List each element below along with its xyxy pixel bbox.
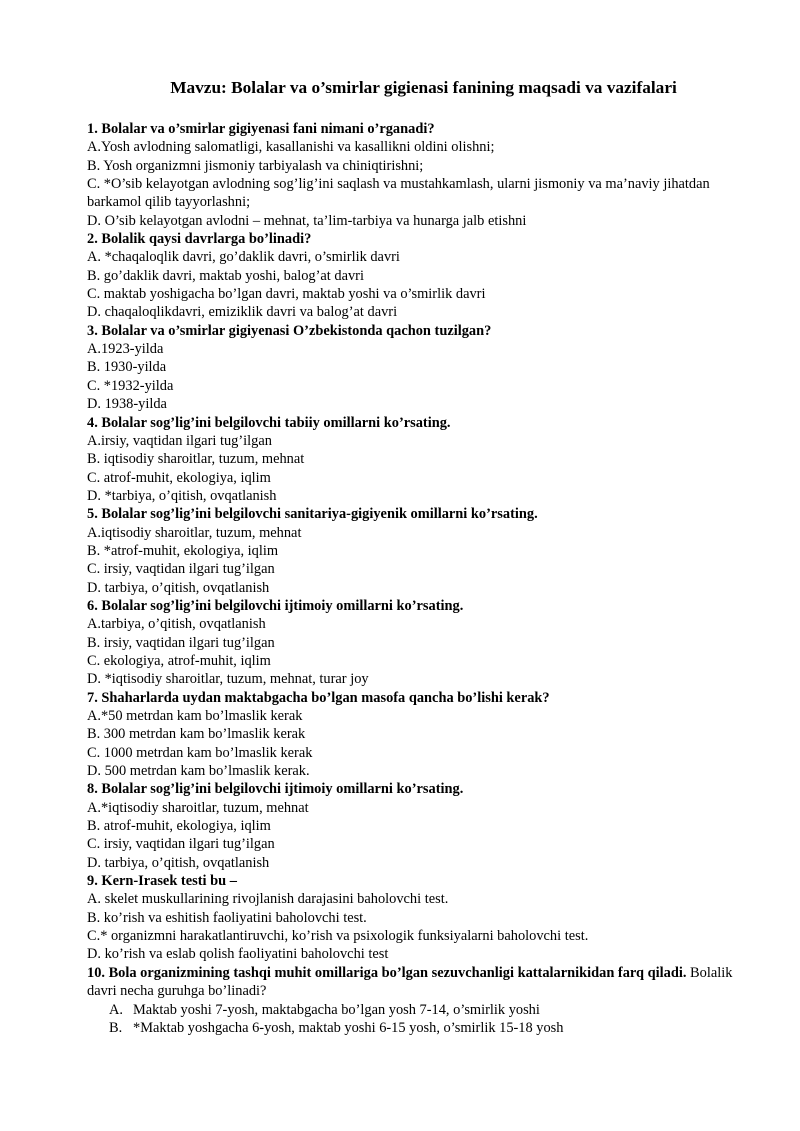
answer-option: C. atrof-muhit, ekologiya, iqlim xyxy=(87,469,271,486)
answer-option: D. tarbiya, o’qitish, ovqatlanish xyxy=(87,579,270,596)
answer-option: B. *atrof-muhit, ekologiya, iqlim xyxy=(87,542,279,559)
answer-option: D. tarbiya, o’qitish, ovqatlanish xyxy=(87,854,270,871)
question-1 xyxy=(87,120,740,230)
question-10-options xyxy=(87,1001,740,1038)
answer-option: B. iqtisodiy sharoitlar, tuzum, mehnat xyxy=(87,451,305,468)
question-4 xyxy=(87,414,740,506)
answer-option: B. atrof-muhit, ekologiya, iqlim xyxy=(87,818,271,835)
answer-option: B. Yosh organizmni jismoniy tarbiyalash va chiniqtirishni; xyxy=(87,157,424,174)
question-text: 7. Shaharlarda uydan maktabgacha bo’lgan masofa qancha bo’lishi kerak? xyxy=(87,689,550,706)
question-5 xyxy=(87,505,740,597)
answer-option: C. 1000 metrdan kam bo’lmaslik kerak xyxy=(87,744,313,761)
question-3 xyxy=(87,322,740,414)
question-text: 6. Bolalar sog’lig’ini belgilovchi ijtimoiy omillarni ko’rsating. xyxy=(87,597,464,614)
question-2 xyxy=(87,230,740,322)
question-10-option: B. *Maktab yoshgacha 6-yosh, maktab yoshi 6-15 yosh, o’smirlik 15-18 yosh xyxy=(109,1019,564,1036)
answer-option: A.Yosh avlodning salomatligi, kasallanishi va kasallikni oldini olishni; xyxy=(87,139,495,156)
question-text: 5. Bolalar sog’lig’ini belgilovchi sanitariya-gigiyenik omillarni ko’rsating. xyxy=(87,506,538,523)
question-text: 2. Bolalik qaysi davrlarga bo’linadi? xyxy=(87,231,312,248)
question-text: 9. Kern-Irasek testi bu – xyxy=(87,873,237,890)
document-title: Mavzu: Bolalar va o’smirlar gigienasi fanining maqsadi va vazifalari xyxy=(170,78,677,97)
answer-option: C.* organizmni harakatlantiruvchi, ko’rish va psixologik funksiyalarni baholovchi test. xyxy=(87,928,589,945)
answer-option: B. 300 metrdan kam bo’lmaslik kerak xyxy=(87,726,306,743)
answer-option: B. go’daklik davri, maktab yoshi, balog’at davri xyxy=(87,267,364,284)
question-text: 1. Bolalar va o’smirlar gigiyenasi fani nimani o’rganadi? xyxy=(87,121,435,137)
question-7 xyxy=(87,689,740,781)
answer-option: C. *1932-yilda xyxy=(87,377,174,394)
answer-option: B. 1930-yilda xyxy=(87,359,167,376)
answer-option: A. *chaqaloqlik davri, go’daklik davri, o’smirlik davri xyxy=(87,249,400,266)
answer-option: A. skelet muskullarining rivojlanish darajasini baholovchi test. xyxy=(87,891,449,908)
answer-option: D. ko’rish va eslab qolish faoliyatini baholovchi test xyxy=(87,946,389,963)
answer-option: D. O’sib kelayotgan avlodni – mehnat, ta’lim-tarbiya va hunarga jalb etishni xyxy=(87,212,527,229)
answer-option: C. irsiy, vaqtidan ilgari tug’ilgan xyxy=(87,561,275,578)
answer-option: D. 1938-yilda xyxy=(87,396,167,413)
answer-option: D. *tarbiya, o’qitish, ovqatlanish xyxy=(87,487,277,504)
question-10-option: A. Maktab yoshi 7-yosh, maktabgacha bo’lgan yosh 7-14, o’smirlik yoshi xyxy=(109,1001,540,1018)
question-10 xyxy=(87,964,740,1037)
question-6 xyxy=(87,597,740,689)
answer-option: A.*iqtisodiy sharoitlar, tuzum, mehnat xyxy=(87,799,309,816)
answer-option: A.tarbiya, o’qitish, ovqatlanish xyxy=(87,616,266,633)
question-9 xyxy=(87,872,740,964)
question-list xyxy=(87,120,740,964)
answer-option: C. *O’sib kelayotgan avlodning sog’lig’ini saqlash va mustahkamlash, ularni jismoniy va ma’naviy jihatdan barkamol qilib tayyorlashni; xyxy=(87,176,710,211)
answer-option: B. irsiy, vaqtidan ilgari tug’ilgan xyxy=(87,634,275,651)
question-text: 4. Bolalar sog’lig’ini belgilovchi tabiiy omillarni ko’rsating. xyxy=(87,414,451,431)
answer-option: D. chaqaloqlikdavri, emiziklik davri va balog’at davri xyxy=(87,304,398,321)
answer-option: D. *iqtisodiy sharoitlar, tuzum, mehnat, turar joy xyxy=(87,671,369,688)
answer-option: C. ekologiya, atrof-muhit, iqlim xyxy=(87,652,271,669)
answer-option: A.*50 metrdan kam bo’lmaslik kerak xyxy=(87,708,303,724)
answer-option: A.irsiy, vaqtidan ilgari tug’ilgan xyxy=(87,432,272,449)
answer-option: D. 500 metrdan kam bo’lmaslik kerak. xyxy=(87,763,310,780)
answer-option: A.iqtisodiy sharoitlar, tuzum, mehnat xyxy=(87,524,302,541)
question-10-text: 10. Bola organizmining tashqi muhit omillariga bo’lgan sezuvchanligi kattalarnikidan farq qiladi. xyxy=(87,964,687,981)
question-text: 3. Bolalar va o’smirlar gigiyenasi O’zbekistonda qachon tuzilgan? xyxy=(87,322,492,339)
answer-option: C. irsiy, vaqtidan ilgari tug’ilgan xyxy=(87,836,275,853)
answer-option: C. maktab yoshigacha bo’lgan davri, maktab yoshi va o’smirlik davri xyxy=(87,286,486,303)
question-8 xyxy=(87,780,740,872)
question-10-tail: Bolalik davri necha guruhga bo’linadi? xyxy=(87,964,733,1000)
answer-option: B. ko’rish va eshitish faoliyatini baholovchi test. xyxy=(87,909,367,926)
answer-option: A.1923-yilda xyxy=(87,341,164,358)
question-text: 8. Bolalar sog’lig’ini belgilovchi ijtimoiy omillarni ko’rsating. xyxy=(87,781,464,798)
